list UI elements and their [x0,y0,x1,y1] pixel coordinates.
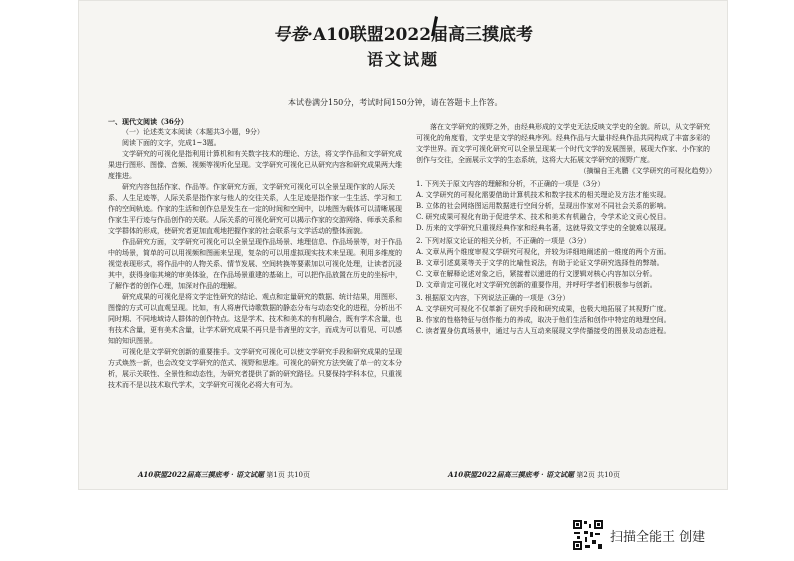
scanner-watermark: 扫描全能王 创建 [610,530,706,545]
question-stem: 1. 下列关于原文内容的理解和分析，不正确的一项是（3分） [416,180,605,188]
question-stem: 2. 下列对原文论证的相关分析，不正确的一项是（3分） [416,237,591,245]
exam-title: A10联盟2022届高三摸底考 [312,25,534,45]
answer-option: C. 读者置身仿真场景中，通过与古人互动来展现文学传播接受的图景及动态进程。 [416,327,671,335]
answer-option: D. 文章肯定可视化对文学研究创新的重要作用，并呼吁学者们积极参与创新。 [416,281,657,289]
exam-notice: 本试卷满分150分，考试时间150分钟，请在答题卡上作答。 [288,98,503,107]
footer-title: A10联盟2022届高三摸底考 · 语文试题 [448,470,574,479]
reading-instruction: 阅读下面的文字，完成1~3题。 [122,139,221,147]
footer-page-number: 第2页 共10页 [576,471,620,479]
brand-name: 号卷· [272,25,313,45]
answer-option: B. 立体的社会网络图运用数据进行空间分析，呈现出作家对不同社会关系的影响。 [416,202,671,210]
answer-option: B. 文章引述莫莱等关于文学的比喻性说法，有助于论证文学研究选择性的弊端。 [416,259,664,267]
passage-paragraph: 作品研究方面，文学研究可视化可以全景呈现作品场景、地理信息、作品场景等，对于作品中的场景，简单的可以用视频和图画来呈现，复杂的可以用虚拟现实技术来呈现。利用多维度的视觉表现形式，将作品中的人物关系、情节发展、空间转换等要素加以可视化处理，让读者沉浸其中，获得身临其境的审美体验，在作品场景重建的基础上，可以把作品放置在历史的坐标中，了解作者的创作心理，加深对作品的理解。 [108,238,402,290]
question-2 [416,236,716,291]
passage-paragraph: 研究成果的可视化是将文学定性研究的结论、观点和定量研究的数据、统计结果，用图形、图像的方式可以直观呈现。比如，有人将唐代诗歌数据的静态分布与动态变化的进程，分析出不同时期、不同地域诗人群体的创作特点。这是学术、技术和美术的有机融合，既有学术含量，也有技术含量，更有美术含量，让学术研究成果不再只是书斋里的文字，而成为可以看见、可以感知的知识图景。 [108,293,402,345]
passage-paragraph: 文学研究的可视化是指利用计算机和有关数字技术的理论、方法，将文学作品和文学研究成果进行图形、图像、音频、视频等视听化呈现。文学研究可视化已从研究内容和研究成果两大维度推进。 [108,150,402,180]
answer-option: C. 研究成果可视化有助于促进学术、技术和美术有机融合，令学术论文贡心悦目。 [416,213,671,221]
exam-header [78,20,728,45]
question-3 [416,293,716,337]
right-column [416,122,716,337]
part-heading: （一）论述类文本阅读（本题共3小题，9分） [122,128,264,136]
answer-option: A. 文学研究的可视化需要借助计算机技术和数字技术的相关理论及方法才能实现。 [416,191,671,199]
passage-source: （摘编自王兆鹏《文学研究的可视化趋势》） [579,167,716,175]
question-stem: 3. 根据原文内容，下列说法正确的一项是（3分） [416,294,570,302]
answer-option: D. 历来的文学研究只重视经典作家和经典名著，这就导致文学史的全貌难以展现。 [416,224,671,232]
question-1 [416,179,716,234]
section-heading: 一、现代文阅读（36分） [108,117,188,126]
exam-subject: 语文试题 [366,50,439,69]
page-footer-right [448,470,620,480]
answer-option: C. 文章在解释论述对象之后，紧接着以递进的行文逻辑对核心内容加以分析。 [416,270,657,278]
answer-option: B. 作家的性格特征与创作能力的养成，取决于他们生活和创作中特定的地理空间。 [416,316,671,324]
page-footer-left [138,470,310,480]
exam-sheet [78,0,728,490]
passage-paragraph: 可视化是文学研究创新的重要推手。文学研究可视化可以使文学研究手段和研究成果的呈现方式焕然一新，也会改变文学研究的范式、视野和思维。可视化的研究方法突破了单一的文本分析，展示关联性、全景性和动态性，为研究者提供了新的研究路径。只要保持学科本位，只重视技术而不是以技术取代学术，文学研究可视化必将大有可为。 [108,348,402,389]
passage-paragraph: 研究内容包括作家、作品等。作家研究方面，文学研究可视化可以全景呈现作家的人际关系、人生足迹等，人际关系是指作家与他人的交往关系，人生足迹是指作家一生生活、学习和工作的空间轨迹。作家的生活和创作总是发生在一定的时间和空间中，以地图为载体可以清晰展现作家生平行迹与作品创作的关联。人际关系的可视化研究可以揭示作家的交游网络、师承关系和文学群体的形成，使研究者更加直观地把握作家的社会联系与文学活动的整体面貌。 [108,183,402,235]
answer-option: A. 文学研究可视化不仅革新了研究手段和研究成果，也极大地拓展了其视野广度。 [416,305,671,313]
passage-paragraph: 落在文学研究的视野之外，由经典形成的文学史无法反映文学史的全貌。所以，从文学研究可视化的角度看，文学史是文学的经典序列。经典作品与大量非经典作品共同构成了丰富多彩的文学世界。而文学可视化研究可以全景呈现某一个时代文学的发展图景，展现大作家、小作家的创作与交往，全面展示文学的生态系统，这将大大拓展文学研究的视野广度。 [416,123,710,164]
left-column [108,116,404,391]
qr-code-icon [572,519,604,551]
footer-page-number: 第1页 共10页 [266,471,310,479]
answer-option: A. 文章从两个维度审视文学研究可视化，并较为详细地阐述前一维度的两个方面。 [416,248,671,256]
footer-title: A10联盟2022届高三摸底考 · 语文试题 [138,470,264,479]
